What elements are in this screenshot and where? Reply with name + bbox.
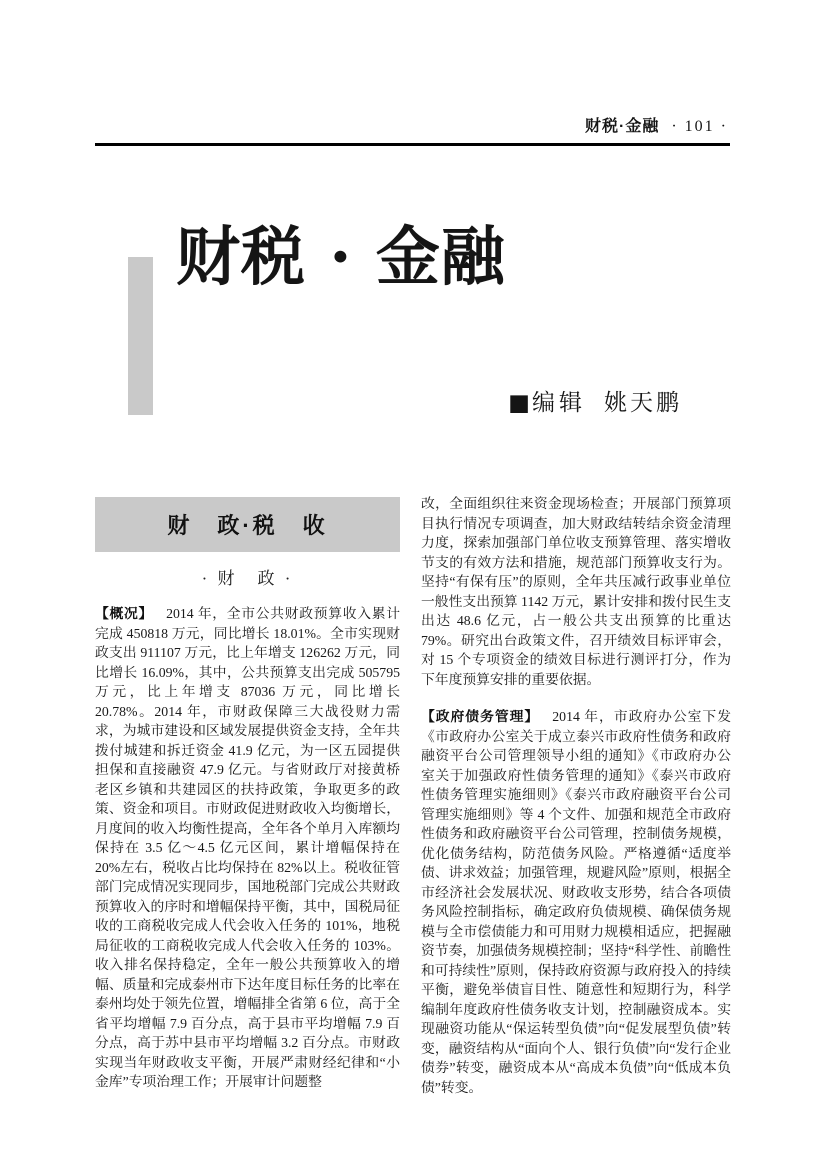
editor-label: 编辑 bbox=[532, 390, 586, 415]
entry-overview-continuation bbox=[421, 494, 731, 689]
section-heading: 财 政·税 收 bbox=[167, 513, 328, 538]
entry-text-overview: 2014 年，全市公共财政预算收入累计完成 450818 万元，同比增长 18.01%。全市实现财政支出 911107 万元，比上年增支 126262 万元，同比增长 16.09%，其中，公共预算支出完成 505795 万元，比上年增支 87036 万元，同比增长 20.78%。2014 年，市财政保障三大战役财力需求，为城市建设和区域发展提供资金支持，全年共拨付城建和拆迁资金 41.9 亿元，为一区五园提供担保和直接融资 47.9 亿元。与省财政厅对接黄桥老区乡镇和共建园区的扶持政策，争取更多的政策、资金和项目。市财政促进财政收入均衡增长，月度间的收入均衡性提高，全年各个单月入库额均保持在 3.5 亿～4.5 亿元区间，累计增幅保持在 20%左右，税收占比均保持在 82%以上。税收征管部门完成情况实现同步，国地税部门完成公共财政预算收入的序时和增幅保持平衡，其中，国税局征收的工商税收完成人代会收入任务的 101%，地税局征收的工商税收完成人代会收入任务的 103%。收入排名保持稳定，全年一般公共预算收入的增幅、质量和完成泰州市下达年度目标任务的比率在泰州均处于领先位置，增幅排全省第 6 位，高于全省平均增幅 7.9 百分点，高于县市平均增幅 7.9 百分点，高于苏中县市平均增幅 3.2 百分点。市财政实现当年财政收支平衡，开展严肃财经纪律和“小金库”专项治理工作；开展审计问题整 bbox=[95, 606, 400, 1089]
header-rule bbox=[95, 143, 730, 146]
body-columns bbox=[95, 492, 731, 1097]
entry-text-government-debt: 2014 年，市政府办公室下发《市政府办公室关于成立泰兴市政府性债务和政府融资平台公司管理领导小组的通知》《市政府办公室关于加强政府性债务管理的通知》《泰兴市政府性债务管理实施细则》《泰兴市政府融资平台公司管理实施细则》等 4 个文件、加强和规范全市政府性债务和政府融资平台公司管理，控制债务规模，优化债务结构，防范债务风险。严格遵循“适度举债、讲求效益；加强管理，规避风险”原则，根据全市经济社会发展状况、财政收支形势，结合各项债务风险控制指标，确定政府负债规模、确保债务规模与全市偿债能力和可用财力规模相适应，把握融资节奏，加强债务规模控制；坚持“科学性、前瞻性和可持续性”原则，保持政府资源与政府投入的持续平衡，避免举债盲目性、随意性和短期行为，科学编制年度政府性债务收支计划，控制融资成本。实现融资功能从“保运转型负债”向“促发展型负债”转变，融资结构从“面向个人、银行负债”向“发行企业债券”转变，融资成本从“高成本负债”向“低成本负债”转变。 bbox=[421, 709, 731, 1095]
page-header bbox=[95, 116, 730, 146]
entry-overview bbox=[95, 604, 400, 1092]
editor-square-icon: ■ bbox=[508, 390, 530, 416]
running-head-page-number: · 101 · bbox=[671, 118, 728, 135]
subsection-heading: · 财 政 · bbox=[201, 569, 294, 588]
chapter-title: 财税 · 金融 bbox=[176, 220, 506, 295]
editor-credit bbox=[420, 389, 682, 417]
entry-text-continuation: 改，全面组织往来资金现场检查；开展部门预算项目执行情况专项调查，加大财政结转结余资金清理力度，探索加强部门单位收支预算管理、落实增收节支的有效方法和措施，规范部门预算收支行为。坚持“有保有压”的原则，全年共压减行政事业单位一般性支出预算 1142 万元，累计安排和拨付民生支出达 48.6 亿元，占一般公共支出预算的比重达 79%。研究出台政策文件，召开绩效目标评审会，对 15 个专项资金的绩效目标进行测评打分，作为下年度预算安排的重要依据。 bbox=[421, 496, 731, 687]
editor-name: 姚天鹏 bbox=[604, 390, 682, 415]
running-head-section-title: 财税·金融 bbox=[585, 118, 660, 135]
title-accent-bar bbox=[128, 257, 153, 415]
right-column bbox=[421, 492, 731, 1097]
section-heading-box bbox=[95, 497, 400, 552]
left-column bbox=[95, 492, 400, 1097]
entry-tag-overview: 【概况】 bbox=[95, 606, 153, 621]
running-head bbox=[95, 116, 730, 138]
entry-government-debt bbox=[421, 707, 731, 1097]
entry-tag-government-debt: 【政府债务管理】 bbox=[421, 709, 540, 724]
